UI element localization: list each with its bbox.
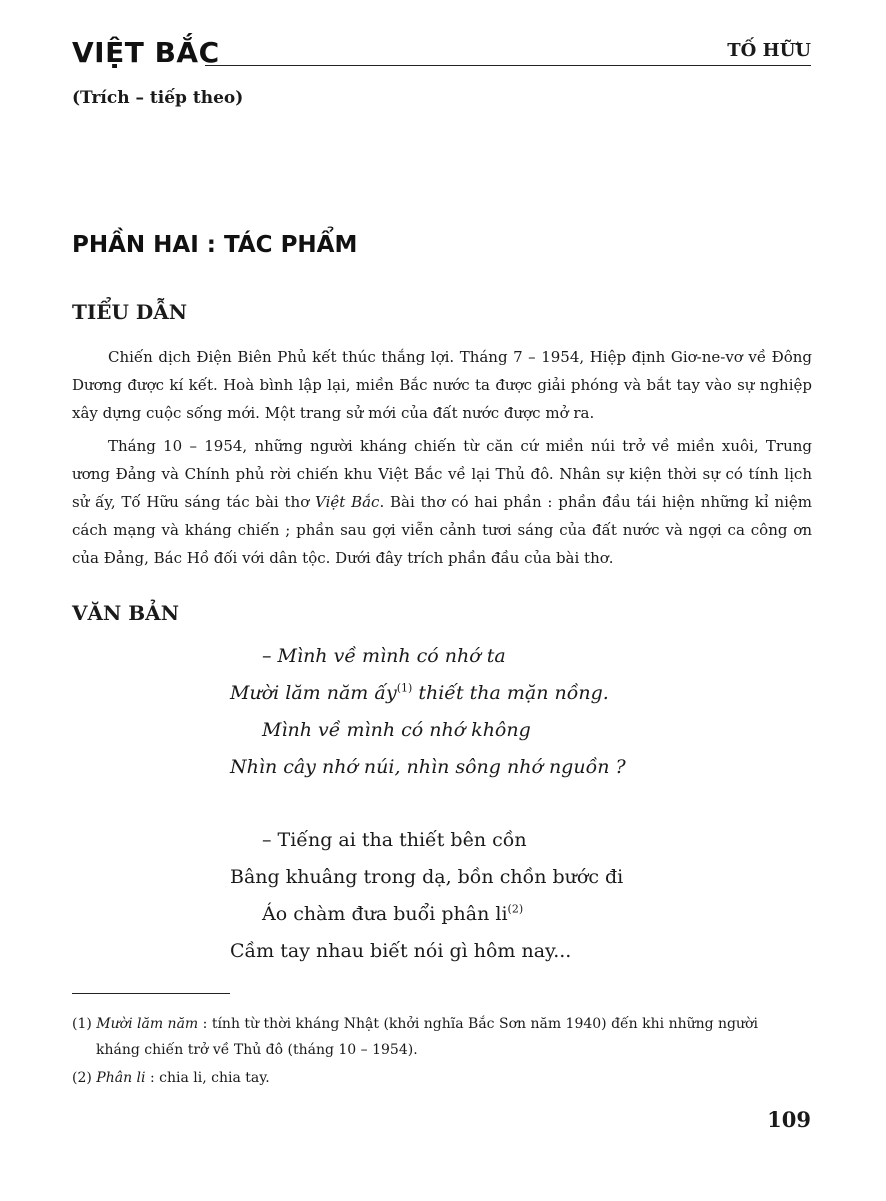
- part-title: PHẦN HAI : TÁC PHẨM: [72, 232, 358, 258]
- verse-line: Bâng khuâng trong dạ, bồn chồn bước đi: [230, 866, 624, 888]
- footnote-number: (2): [72, 1070, 92, 1086]
- intro-p2-part-a: Tháng 10 – 1954, những người kháng chiến từ căn cứ miền núi trở về miền xuôi, Trung ương Đảng và Chính phủ rời chiến khu Việt Bắc về lại Thủ đô. Nhân sự kiện thời sự có tính lịch sử ấy, Tố Hữu sáng tác bài thơ: [72, 437, 812, 511]
- footnote-text: : tính từ thời kháng Nhật (khởi nghĩa Bắc Sơn năm 1940) đến khi những người: [198, 1016, 758, 1032]
- footnote-2: [72, 1065, 817, 1092]
- verse-line: Mình về mình có nhớ không: [262, 719, 531, 741]
- verse-line: Cầm tay nhau biết nói gì hôm nay...: [230, 940, 572, 962]
- footnote-term: Phân li: [96, 1070, 146, 1086]
- footnote-ref-2: (2): [507, 902, 524, 916]
- intro-p2-title: Việt Bắc: [315, 493, 380, 511]
- verse-line-part: Áo chàm đưa buổi phân li: [262, 903, 508, 925]
- verse-line: Nhìn cây nhớ núi, nhìn sông nhớ nguồn ?: [230, 756, 626, 778]
- intro-p2-part-b: . Bài thơ có hai phần : phần đầu tái hiện những kỉ niệm cách mạng và kháng chiến ; phần sau gợi viễn cảnh tươi sáng của đất nước và ngợi ca công ơn của Đảng, Bác Hồ đối với dân tộc. Dưới đây trích phần đầu của bài thơ.: [72, 493, 812, 567]
- verse-line-part: thiết tha mặn nồng.: [412, 682, 609, 704]
- header-rule: [205, 65, 811, 66]
- page-header-author: TỐ HỮU: [727, 40, 811, 61]
- verse-line: [262, 903, 523, 925]
- verse-line-part: Mười lăm năm ấy: [230, 682, 397, 704]
- intro-paragraph-1: Chiến dịch Điện Biên Phủ kết thúc thắng lợi. Tháng 7 – 1954, Hiệp định Giơ-ne-vơ về Đông Dương được kí kết. Hoà bình lập lại, miền Bắc nước ta được giải phóng và bắt tay vào sự nghiệp xây dựng cuộc sống mới. Một trang sử mới của đất nước được mở ra.: [72, 348, 812, 422]
- page-header-title: VIỆT BẮC: [72, 36, 220, 69]
- footnote-1-continued: kháng chiến trở về Thủ đô (tháng 10 – 1954).: [96, 1042, 418, 1058]
- footnote-1: [72, 1011, 817, 1038]
- verse-line: – Mình về mình có nhớ ta: [262, 645, 506, 667]
- subtitle: (Trích – tiếp theo): [72, 88, 244, 108]
- verse-line: – Tiếng ai tha thiết bên cồn: [262, 829, 527, 851]
- text-heading: VĂN BẢN: [72, 601, 179, 625]
- page-number: 109: [767, 1107, 811, 1132]
- footnote-term: Mười lăm năm: [96, 1016, 199, 1032]
- verse-line: [230, 682, 609, 704]
- footnote-ref-1: (1): [396, 681, 413, 695]
- footnote-rule: [72, 993, 230, 994]
- footnote-text: : chia li, chia tay.: [145, 1070, 270, 1086]
- intro-heading: TIỂU DẪN: [72, 300, 188, 324]
- footnote-number: (1): [72, 1016, 92, 1032]
- intro-paragraph-2: [72, 432, 812, 572]
